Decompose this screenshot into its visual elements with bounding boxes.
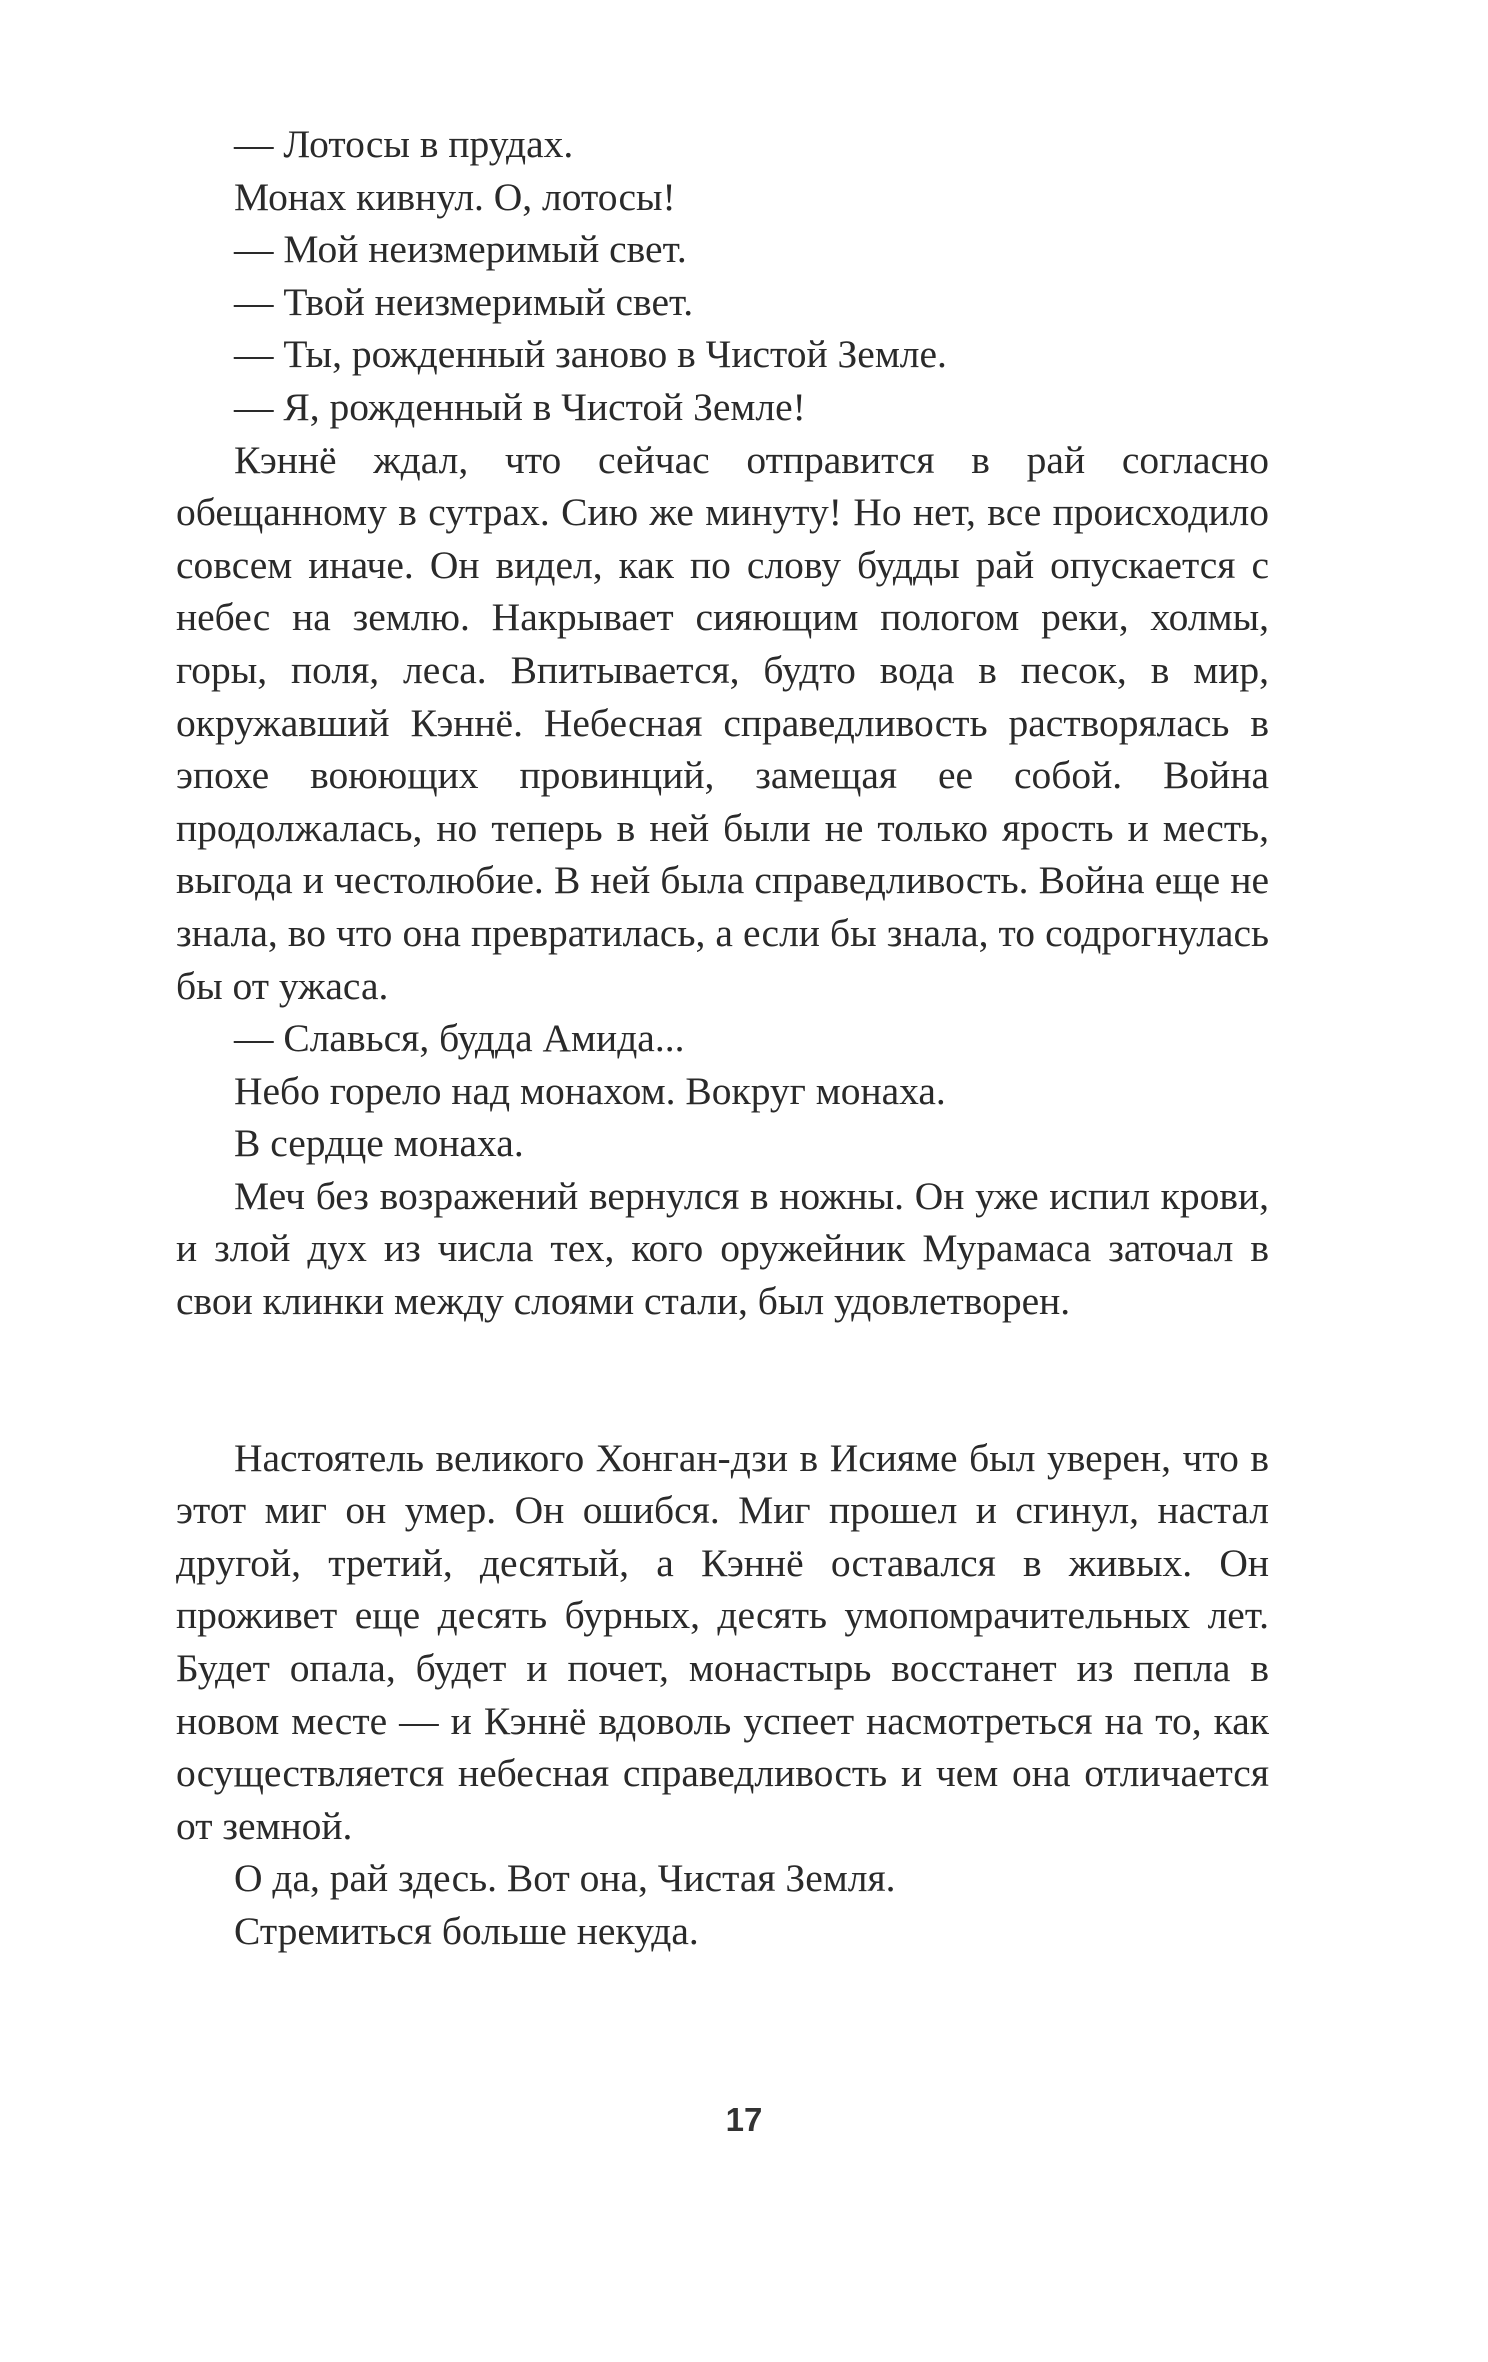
page-number: 17 [725, 2101, 763, 2138]
dialogue-line: — Славься, будда Амида... [234, 1016, 685, 1061]
section-break [176, 1328, 1269, 1432]
narration-line: Монах кивнул. О, лотосы! [234, 174, 676, 219]
narration-line: Небо горело над монахом. Вокруг монаха. [234, 1068, 946, 1113]
dialogue-line: — Лотосы в прудах. [234, 122, 574, 166]
narration-line: Стремиться больше некуда. [234, 1909, 699, 1953]
narration-line: О да, рай здесь. Вот она, Чистая Земля. [234, 1856, 896, 1901]
dialogue-line: — Твой неизмеримый свет. [234, 279, 694, 324]
dialogue-line: — Я, рожденный в Чистой Земле! [234, 384, 806, 429]
page-text [176, 118, 1269, 1958]
paragraph: Настоятель великого Хонган-дзи в Исияме был уверен, что в этот миг он умер. Он ошибся. Миг прошел и сгинул, настал другой, третий, десятый, а Кэннё оставался в живых. Он проживет еще десять бурных, десять умопомрачительных лет. Будет опала, будет и почет, монастырь восстанет из пепла в новом месте — и Кэннё вдоволь успеет насмотреться на то, как осуществляется небесная справедливость и чем она отличается от земной. [176, 1435, 1269, 1848]
paragraph: Меч без возражений вернулся в ножны. Он уже испил крови, и злой дух из числа тех, кого оружейник Мурамаса заточал в свои клинки между слоями стали, был удовлетворен. [176, 1173, 1269, 1324]
narration-line: В сердце монаха. [234, 1121, 524, 1166]
dialogue-line: — Мой неизмеримый свет. [234, 227, 687, 272]
paragraph: Кэннё ждал, что сейчас отправится в рай согласно обещанному в сутрах. Сию же минуту! Но нет, все происходило совсем иначе. Он видел, как по слову будды рай опускается с небес на землю. Накрывает сияющим пологом реки, холмы, горы, поля, леса. Впитывается, будто вода в песок, в мир, окружавший Кэннё. Небесная справедливость растворялась в эпохе воюющих провинций, замещая ее собой. Война продолжалась, но теперь в ней были не только ярость и месть, выгода и честолюбие. В ней была справедливость. Война еще не знала, во что она превратилась, а если бы знала, то содрогнулась бы от ужаса. [176, 437, 1269, 1008]
dialogue-line: — Ты, рожденный заново в Чистой Земле. [234, 332, 947, 377]
